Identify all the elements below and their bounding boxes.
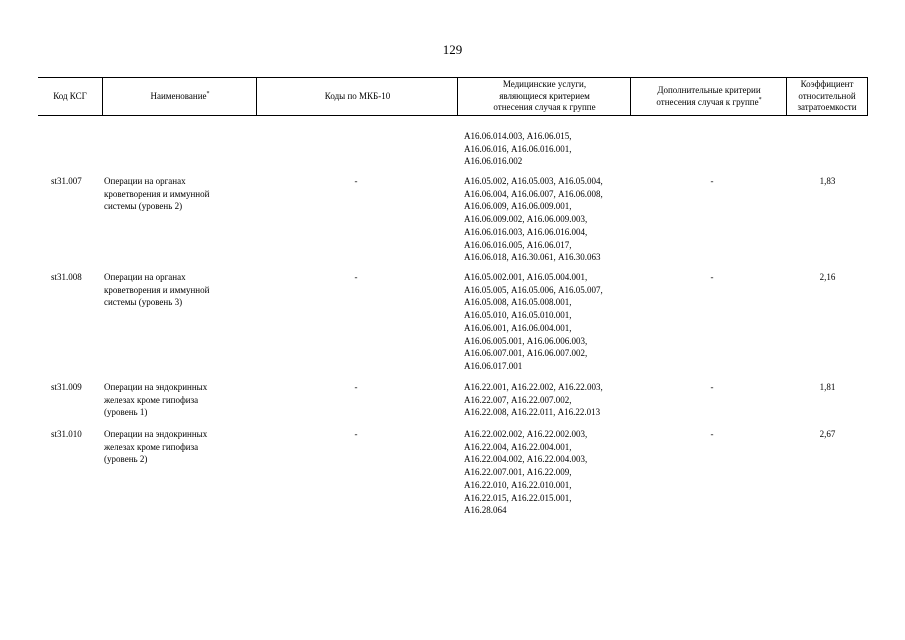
header-criteria xyxy=(630,77,787,116)
additional-criteria: - xyxy=(710,382,714,392)
header-services-line: являющиеся критерием xyxy=(499,90,590,101)
ksg-code: st31.009 xyxy=(51,382,82,392)
ksg-code: st31.010 xyxy=(51,429,82,439)
header-mkb xyxy=(256,77,458,116)
additional-criteria: - xyxy=(710,176,714,186)
cost-coefficient: 2,67 xyxy=(819,429,836,439)
mkb-codes: - xyxy=(354,272,358,282)
cost-coefficient: 1,81 xyxy=(819,382,836,392)
mkb-codes: - xyxy=(354,429,358,439)
additional-criteria: - xyxy=(710,429,714,439)
cost-coefficient: 2,16 xyxy=(819,272,836,282)
header-mkb-label: Коды по МКБ-10 xyxy=(324,90,391,101)
header-services xyxy=(457,77,631,116)
header-services-line: отнесения случая к группе xyxy=(493,102,596,113)
header-services-line: Медицинские услуги, xyxy=(502,79,587,90)
continuation-services xyxy=(464,130,634,168)
service-code-line: А16.06.014.003, А16.06.015, xyxy=(464,131,572,141)
mkb-codes: - xyxy=(354,382,358,392)
header-name-label: Наименование xyxy=(150,90,207,101)
header-code xyxy=(38,77,102,116)
service-codes: А16.22.002.002, А16.22.002.003, А16.22.004, А16.22.004.001, А16.22.004.002, А16.22.004.003, А16.22.007.001, А16.22.009, А16.22.010, А16.22.010.001, А16.22.015, А16.22.015.001, А16.28.064 xyxy=(464,429,588,516)
ksg-name: Операции на эндокринных железах кроме гипофиза (уровень 1) xyxy=(104,382,208,418)
additional-criteria: - xyxy=(710,272,714,282)
ksg-code: st31.007 xyxy=(51,176,82,186)
mkb-codes: - xyxy=(354,176,358,186)
header-coef-line: Коэффициент xyxy=(800,79,854,90)
header-coef xyxy=(786,77,868,116)
service-codes: А16.05.002, А16.05.003, А16.05.004, А16.06.004, А16.06.007, А16.06.008, А16.06.009, А16.06.009.001, А16.06.009.002, А16.06.009.003, А16.06.016.003, А16.06.016.004, А16.06.016.005, А16.06.017, А16.06.018, А16.30.061, А16.30.063 xyxy=(464,176,603,263)
service-codes: А16.05.002.001, А16.05.004.001, А16.05.005, А16.05.006, А16.05.007, А16.05.008, А16.05.008.001, А16.05.010, А16.05.010.001, А16.06.001, А16.06.004.001, А16.06.005.001, А16.06.006.003, А16.06.007.001, А16.06.007.002, А16.06.017.001 xyxy=(464,272,603,371)
ksg-name: Операции на органах кроветворения и иммунной системы (уровень 2) xyxy=(104,176,210,212)
service-code-line: А16.06.016.002 xyxy=(464,156,523,167)
header-coef-line: относительной xyxy=(798,90,856,101)
header-criteria-footnote-mark: * xyxy=(758,96,762,103)
ksg-code: st31.008 xyxy=(51,272,82,282)
service-codes: А16.22.001, А16.22.002, А16.22.003, А16.22.007, А16.22.007.002, А16.22.008, А16.22.011, А16.22.013 xyxy=(464,382,603,418)
header-code-label: Код КСГ xyxy=(53,90,87,101)
ksg-name: Операции на органах кроветворения и иммунной системы (уровень 3) xyxy=(104,272,210,308)
header-criteria-line: отнесения случая к группе xyxy=(656,96,759,107)
header-name-footnote-mark: * xyxy=(206,90,210,97)
page-number: 129 xyxy=(442,42,463,57)
service-code-line: А16.06.016, А16.06.016.001, xyxy=(464,143,572,154)
header-name xyxy=(102,77,257,116)
cost-coefficient: 1,83 xyxy=(819,176,836,186)
header-coef-line: затратоемкости xyxy=(797,102,857,113)
header-criteria-line: Дополнительные критерии xyxy=(657,85,761,95)
ksg-name: Операции на эндокринных железах кроме гипофиза (уровень 2) xyxy=(104,429,208,465)
